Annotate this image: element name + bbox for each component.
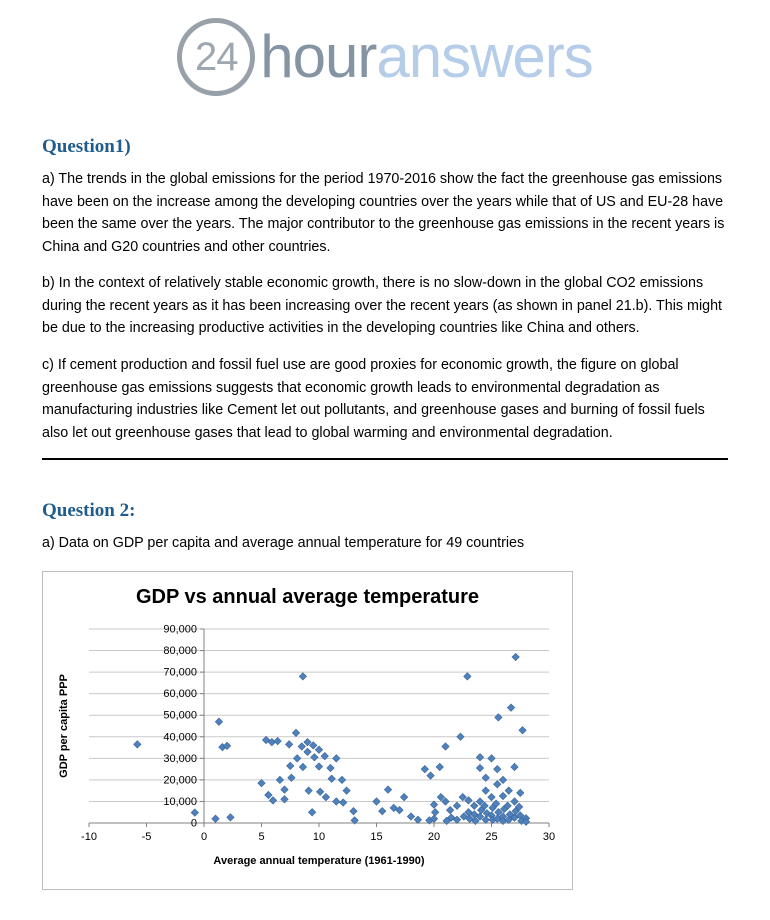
svg-text:15: 15 [369,830,383,843]
section-divider [42,458,728,460]
question2-intro: a) Data on GDP per capita and average annual temperature for 49 countries [42,535,525,552]
question1-heading: Question1) [42,136,131,157]
svg-text:90,000: 90,000 [162,623,197,636]
svg-text:-5: -5 [141,830,151,843]
svg-text:0: 0 [200,830,207,843]
svg-text:25: 25 [484,830,498,843]
svg-text:40,000: 40,000 [162,731,197,744]
site-logo [42,18,728,96]
logo-number: 24 [194,34,238,79]
question1-paragraph-c: c) If cement production and fossil fuel use are good proxies for economic growth, the figure on global greenhouse gas emissions suggests that economic growth leads to environmental degradation as manufacturing industries like Cement let out pollutants, and greenhouse gases and burning of fossil fuels also let out greenhouse gases that lead to global warming and environmental degradation. [42,357,705,441]
logo-24-circle-icon [177,18,255,96]
svg-text:0: 0 [190,817,197,830]
question1-paragraph-b: b) In the context of relatively stable economic growth, there is no slow-down in the global CO2 emissions during the recent years as it has been increasing over the recent years (as shown in panel 21.b). This might be due to the increasing productive activities in the developing countries like China and others. [42,275,723,337]
svg-text:50,000: 50,000 [162,709,197,722]
svg-text:30,000: 30,000 [162,752,197,765]
svg-text:30: 30 [542,830,555,843]
svg-text:20,000: 20,000 [162,774,197,787]
logo-text-answers: answers [376,23,593,90]
svg-text:60,000: 60,000 [162,688,197,701]
chart-title: GDP vs annual average temperature [135,585,480,608]
logo-text-hour: hour [260,23,377,90]
svg-text:80,000: 80,000 [162,644,197,657]
svg-text:10: 10 [312,830,325,843]
scatter-chart-frame [42,571,573,890]
scatter-plot-svg [45,617,571,879]
question1-paragraph-a: a) The trends in the global emissions for the period 1970-2016 show the fact the greenhouse gas emissions have been on the increase among the developing countries over the years while that of US and EU-28 have been the same over the years. The major contributor to the greenhouse gas emissions in the recent years is China and G20 countries and other countries. [42,171,725,255]
svg-text:-10: -10 [80,830,97,843]
question2-heading: Question 2: [42,500,136,522]
svg-text:10,000: 10,000 [162,795,197,808]
svg-text:GDP per capita PPP: GDP per capita PPP [57,674,70,778]
svg-text:Average annual temperature (19: Average annual temperature (1961-1990) [212,854,425,867]
svg-text:5: 5 [257,830,265,843]
svg-text:70,000: 70,000 [162,666,197,679]
svg-text:20: 20 [427,830,440,843]
